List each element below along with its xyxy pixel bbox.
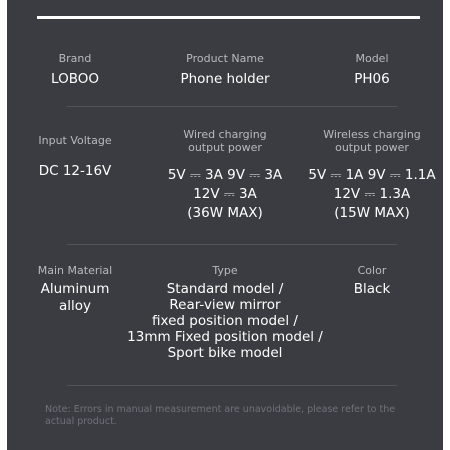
brand-cell: [51, 52, 99, 88]
type-value: Standard model / Rear-view mirror fixed position model / 13mm Fixed position model / Sport bike model: [127, 281, 323, 361]
divider: [67, 244, 397, 245]
input-voltage-value: DC 12-16V: [38, 163, 112, 179]
product-name-label: Product Name: [186, 52, 264, 65]
model-value: PH06: [354, 71, 390, 87]
brand-value: LOBOO: [51, 71, 99, 87]
model-cell: [354, 52, 389, 88]
top-rule: [37, 16, 420, 19]
material-label: Main Material: [37, 264, 113, 277]
input-voltage-label: Input Voltage: [38, 134, 112, 147]
color-label: Color: [357, 264, 387, 277]
wireless-charging-value: 5V ⎓ 1A 9V ⎓ 1.1A 12V ⎓ 1.3A (15W MAX): [308, 167, 436, 221]
spec-card: [7, 0, 443, 450]
input-voltage-cell: [38, 134, 111, 180]
brand-label: Brand: [58, 52, 92, 65]
wired-charging-value: 5V ⎓ 3A 9V ⎓ 3A 12V ⎓ 3A (36W MAX): [167, 167, 283, 221]
product-name-value: Phone holder: [180, 71, 270, 87]
product-name-cell: [180, 52, 269, 88]
material-value: Aluminum alloy: [40, 281, 110, 314]
divider: [67, 385, 397, 386]
wired-charging-label: Wired charging output power: [183, 128, 267, 154]
material-cell: [20, 264, 130, 315]
type-label: Type: [212, 264, 238, 277]
model-label: Model: [355, 52, 389, 65]
type-cell: [115, 264, 335, 361]
disclaimer-note: Note: Errors in manual measurement are unavoidable, please refer to the actual product.: [45, 404, 396, 427]
wireless-charging-label: Wireless charging output power: [323, 128, 421, 154]
divider: [67, 106, 397, 107]
wireless-charging-cell: [297, 128, 447, 223]
color-value: Black: [353, 281, 391, 297]
wired-charging-cell: [150, 128, 300, 223]
color-cell: [354, 264, 391, 298]
